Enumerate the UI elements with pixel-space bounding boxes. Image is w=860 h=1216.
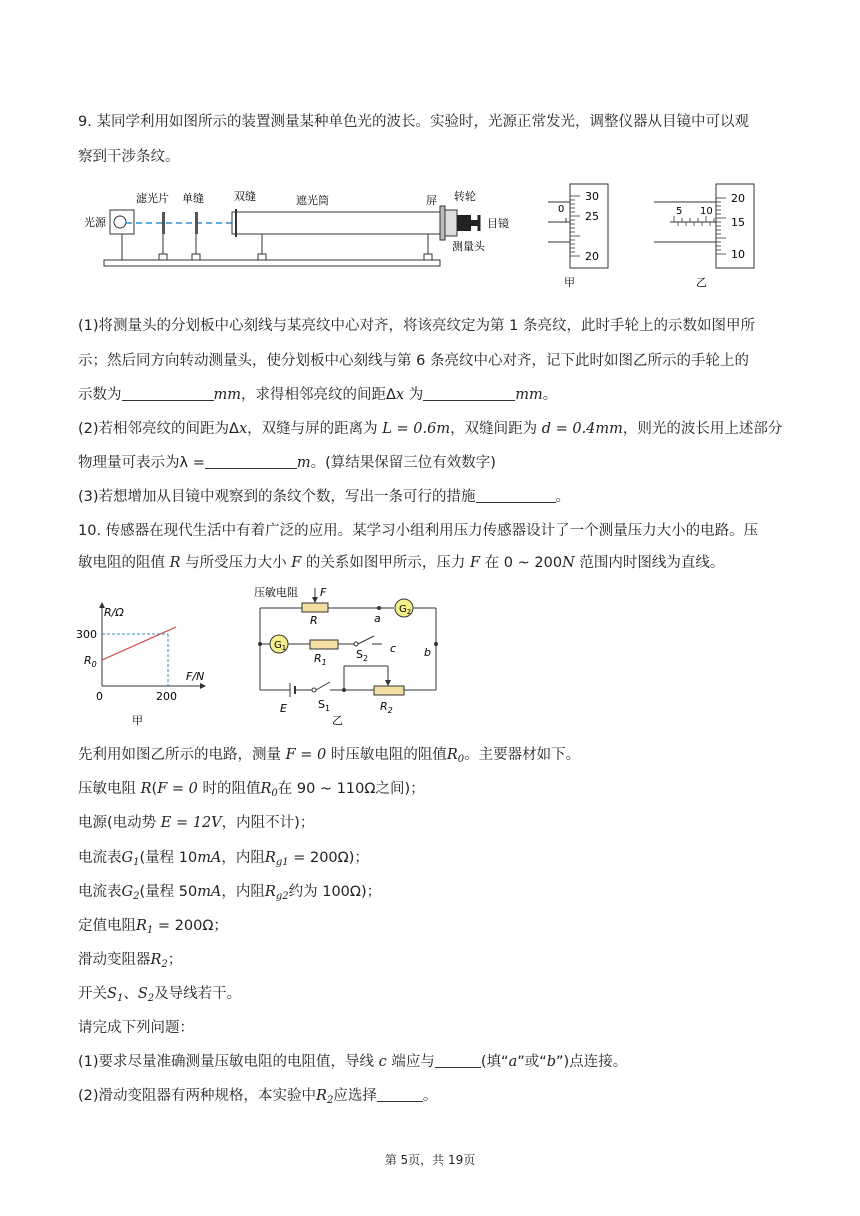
answer-blank-measure[interactable] xyxy=(476,488,556,503)
graph-y0-label: $R_0$ xyxy=(84,654,97,669)
graph-y-axis-label: R/Ω xyxy=(104,606,124,619)
answer-blank-reading[interactable] xyxy=(122,386,214,401)
label-shade-tube: 遮光筒 xyxy=(296,194,329,207)
circuit-label-c: c xyxy=(390,642,397,655)
circuit-label-R2: $R_2$ xyxy=(380,700,393,715)
micrometer-b-tick-15: 15 xyxy=(731,216,745,229)
label-filter: 滤光片 xyxy=(136,192,169,205)
circuit-label-F: F xyxy=(320,586,327,599)
label-screen: 屏 xyxy=(426,194,437,207)
q9-part2-line2: 物理量可表示为λ = m。(算结果保留三位有效数字) xyxy=(78,455,496,471)
micrometer-b-main-10: 10 xyxy=(700,206,713,217)
micrometer-a-main-label: 0 xyxy=(558,204,565,215)
q10-item-ammeter-g1: 电流表$G_1$(量程 10mA，内阻$R_{g1} = 200\Omega$)； xyxy=(78,850,369,868)
graph-origin: 0 xyxy=(96,690,103,703)
label-double-slit: 双缝 xyxy=(234,190,256,203)
micrometer-b-tick-20: 20 xyxy=(731,192,745,205)
micrometer-a-tick-30: 30 xyxy=(585,190,599,203)
q10-intro-line1: 10. 传感器在现代生活中有着广泛的应用。某学习小组利用压力传感器设计了一个测量压力大小的电路。压 xyxy=(78,523,759,539)
q9-part1-line1: (1)将测量头的分划板中心刻线与某亮纹中心对齐，将该亮纹定为第 1 条亮纹，此时手轮上的示数如图甲所 xyxy=(78,318,755,334)
label-light-source: 光源 xyxy=(84,216,106,229)
q10-item-source: 电源(电动势 E = 12V，内阻不计)； xyxy=(78,815,315,831)
micrometer-reading-a xyxy=(544,180,634,290)
micrometer-reading-b xyxy=(652,180,782,290)
answer-blank-connection[interactable] xyxy=(435,1053,481,1068)
circuit-label-S2: $S_2$ xyxy=(356,648,369,663)
label-eyepiece: 目镜 xyxy=(487,217,509,230)
q9-intro-line2: 察到干涉条纹。 xyxy=(78,149,180,165)
circuit-label-R1: $R_1$ xyxy=(314,652,327,667)
graph-x-axis-label: F/N xyxy=(186,670,205,683)
q10-part2: (2)滑动变阻器有两种规格，本实验中$R_2$应选择 。 xyxy=(78,1088,438,1106)
circuit-title: 压敏电阻 xyxy=(254,586,298,599)
micrometer-b-caption: 乙 xyxy=(696,276,707,289)
label-single-slit: 单缝 xyxy=(182,192,204,205)
q9-part1-line2: 示；然后同方向转动测量头，使分划板中心刻线与第 6 条亮纹中心对齐，记下此时如图乙所示的手轮上的 xyxy=(78,353,749,369)
q9-part3: (3)若想增加从目镜中观察到的条纹个数，写出一条可行的措施 。 xyxy=(78,489,571,505)
q10-item-switches: 开关$S_1$、$S_2$及导线若干。 xyxy=(78,986,242,1004)
circuit-label-G2: $G_2$ xyxy=(399,604,412,616)
q10-part1: (1)要求尽量准确测量压敏电阻的电阻值，导线 c 端应与 (填“a”或“b”)点连接。 xyxy=(78,1054,628,1070)
micrometer-a-tick-25: 25 xyxy=(585,210,599,223)
graph-caption: 甲 xyxy=(132,714,143,727)
circuit-label-a: a xyxy=(374,612,381,625)
q10-item-resistor-r1: 定值电阻$R_1 = 200\Omega$； xyxy=(78,918,228,936)
micrometer-b-tick-10: 10 xyxy=(731,248,745,261)
q10-prompt: 请完成下列问题： xyxy=(78,1020,194,1036)
circuit-label-S1: $S_1$ xyxy=(318,698,331,713)
circuit-label-E: E xyxy=(280,702,287,715)
answer-blank-wavelength[interactable] xyxy=(205,454,297,469)
measurement-circuit-diagram xyxy=(252,584,452,734)
graph-y-tick-300: 300 xyxy=(76,628,97,641)
circuit-label-b: b xyxy=(424,646,431,659)
label-wheel: 转轮 xyxy=(454,190,476,203)
q10-setup-line: 先利用如图乙所示的电路，测量 F = 0 时压敏电阻的阻值$R_0$。主要器材如下。 xyxy=(78,747,581,765)
micrometer-b-main-5: 5 xyxy=(676,206,683,217)
q9-part2-line1: (2)若相邻亮纹的间距为Δx，双缝与屏的距离为 L = 0.6m，双缝间距为 d = 0.4mm，则光的波长用上述部分 xyxy=(78,421,783,437)
q10-item-rheostat-r2: 滑动变阻器$R_2$； xyxy=(78,952,183,970)
answer-blank-rheostat[interactable] xyxy=(377,1087,423,1102)
micrometer-a-caption: 甲 xyxy=(564,276,575,289)
label-measuring-head: 测量头 xyxy=(452,240,485,253)
resistance-force-graph xyxy=(76,600,236,728)
circuit-caption: 乙 xyxy=(332,714,343,727)
q10-intro-line2: 敏电阻的阻值 R 与所受压力大小 F 的关系如图甲所示，压力 F 在 0 ~ 200N 范围内时图线为直线。 xyxy=(78,555,725,571)
circuit-label-G1: $G_1$ xyxy=(274,640,287,652)
q10-item-sensor: 压敏电阻 R(F = 0 时的阻值$R_0$在 90 ~ 110Ω之间)； xyxy=(78,781,425,799)
circuit-label-R: R xyxy=(310,614,318,627)
q9-intro-line1: 9. 某同学利用如图所示的装置测量某种单色光的波长。实验时，光源正常发光，调整仪器从目镜中可以观 xyxy=(78,114,749,130)
interference-apparatus-diagram xyxy=(82,184,522,276)
page-footer: 第 5页，共 19页 xyxy=(384,1153,476,1167)
q9-part1-line3: 示数为 mm，求得相邻亮纹的间距Δx 为 mm。 xyxy=(78,387,558,403)
answer-blank-spacing[interactable] xyxy=(423,386,515,401)
micrometer-a-tick-20: 20 xyxy=(585,250,599,263)
graph-x-tick-200: 200 xyxy=(156,690,177,703)
q10-item-ammeter-g2: 电流表$G_2$(量程 50mA，内阻$R_{g2}$约为 100Ω)； xyxy=(78,884,382,902)
